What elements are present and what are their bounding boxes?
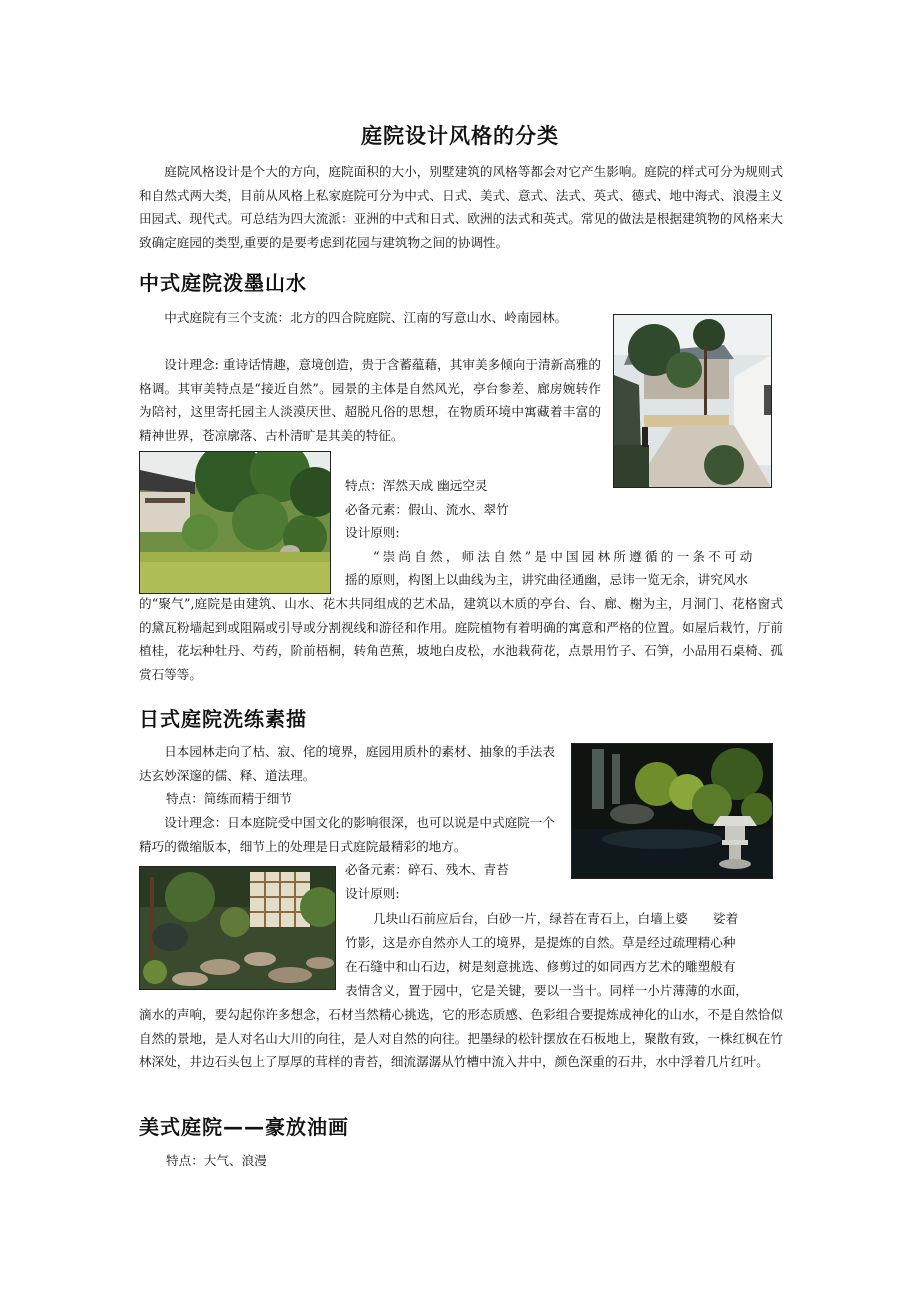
chinese-heading: 中式庭院泼墨山水 [139, 271, 307, 295]
chinese-features: 特点：浑然天成 幽远空灵 [345, 478, 488, 493]
chinese-principle-label: 设计原则: [345, 525, 400, 540]
chinese-concept: 设计理念: 重诗话情趣，意境创造，贵于含蓄蕴藉，其审美多倾向于清新高雅的格调。其审美特点是“接近自然”。园景的主体是自然风光，亭台参差、廊房婉转作为陪衬，这里寄托园主人淡漠厌世、超脱凡俗的思想，在物质环境中寓藏着丰富的精神世界，苍凉廓落、古朴清旷是其美的特征。 [139, 357, 601, 443]
japanese-intro: 日本园林走向了枯、寂、侘的境界，庭园用质朴的素材、抽象的手法表达玄妙深邃的儒、释、道法理。 [139, 744, 555, 783]
chinese-courtyard-photo [613, 314, 772, 488]
chinese-pond-photo [139, 451, 331, 594]
japanese-stone-path-photo [139, 866, 336, 990]
japanese-principle-label: 设计原则: [345, 886, 400, 901]
japanese-principle-line-4: 表情含义，置于园中，它是关键，要以一当十。同样一小片薄薄的水面， [345, 983, 748, 998]
japanese-principle-line-1: 几块山石前应后台，白砂一片，绿苔在青石上，白墙上婆 娑着 [373, 911, 739, 926]
chinese-principle-body: 的“聚气”,庭院是由建筑、山水、花木共同组成的艺术品，建筑以木质的亭台、台、廊、榭为主，月洞门、花格窗式的黛瓦粉墙起到或阻隔或引导或分割视线和游径和作用。庭院植物有着明确的寓意和严格的位置。如屋后栽竹，厅前植桂，花坛种牡丹、芍药，阶前梧桐，转角芭蕉，坡地白皮松，水池栽荷花，点景用竹子、石笋，小品用石桌椅、孤赏石等等。 [139, 596, 783, 682]
japanese-principle-line-2: 竹影，这是亦自然亦人工的境界，是提炼的自然。草是经过疏理精心种 [345, 935, 736, 950]
japanese-principle-line-3: 在石缝中和山石边，树是刻意挑选、修剪过的如同西方艺术的雕塑般有 [345, 959, 736, 974]
page-title: 庭院设计风格的分类 [361, 123, 559, 148]
japanese-concept: 设计理念：日本庭院受中国文化的影响很深，也可以说是中式庭院一个精巧的微缩版本，细节上的处理是日式庭院最精彩的地方。 [139, 815, 555, 854]
intro-paragraph: 庭院风格设计是个大的方向，庭院面积的大小，别墅建筑的风格等都会对它产生影响。庭院的样式可分为规则式和自然式两大类，目前从风格上私家庭院可分为中式、日式、美式、意式、法式、英式、德式、地中海式、浪漫主义田园式、现代式。可总结为四大流派：亚洲的中式和日式、欧洲的法式和英式。常见的做法是根据建筑物的风格来大致确定庭园的类型,重要的是要考虑到花园与建筑物之间的协调性。 [139, 164, 783, 250]
chinese-principle-line-2: 摇的原则，构图上以曲线为主，讲究曲径通幽，忌讳一览无余，讲究风水 [345, 572, 748, 587]
japanese-elements: 必备元素：碎石、残木、青苔 [345, 862, 509, 877]
japanese-heading: 日式庭院洗练素描 [139, 707, 307, 731]
american-heading: 美式庭院——豪放油画 [139, 1115, 349, 1139]
chinese-branches: 中式庭院有三个支流：北方的四合院庭院、江南的写意山水、岭南园林。 [164, 310, 568, 325]
chinese-elements: 必备元素：假山、流水、翠竹 [345, 502, 509, 517]
japanese-lantern-photo [571, 743, 773, 879]
american-features: 特点：大气、浪漫 [166, 1153, 267, 1168]
chinese-principle-line-1: “崇尚自然，师法自然”是中国园林所遵循的一条不可动 [373, 549, 756, 564]
japanese-features: 特点：简练而精于细节 [166, 791, 292, 806]
japanese-principle-body: 滴水的声响，要勾起你许多想念，石材当然精心挑选，它的形态质感、色彩组合要提炼成神化的山水，不是自然恰似自然的景地，是人对名山大川的向往，是人对自然的向往。把墨绿的松针摆放在石板地上，聚散有致，一株红枫在竹林深处，井边石头包上了厚厚的茸样的青苔，细流潺潺从竹槽中流入井中，颜色深重的石井，水中浮着几片红叶。 [139, 1007, 783, 1069]
